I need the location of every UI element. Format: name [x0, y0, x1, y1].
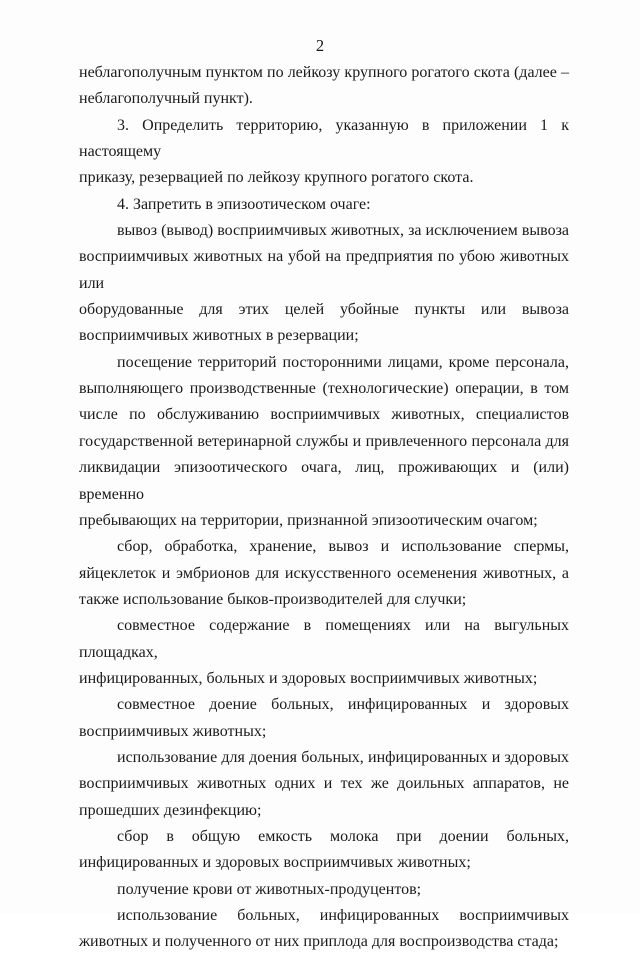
- page-number: 2: [315, 36, 325, 55]
- paragraph-housing-ban-end: инфицированных, больных и здоровых восприимчивых животных;: [79, 669, 538, 687]
- paragraph-export-ban-line: оборудованные для этих целей убойные пункты или вывоза: [79, 301, 569, 319]
- paragraph-equipment-ban: использование для доения больных, инфицированных и здоровых: [117, 748, 569, 766]
- paragraph-equipment-ban-end: прошедших дезинфекцию;: [79, 801, 262, 819]
- paragraph-milk-collection-ban: сбор в общую емкость молока при доении больных,: [117, 827, 569, 845]
- paragraph-milking-ban-end: восприимчивых животных;: [79, 722, 267, 740]
- paragraph-item-4: 4. Запретить в эпизоотическом очаге:: [117, 195, 371, 213]
- paragraph-item-3-end: приказу, резервацией по лейкозу крупного рогатого скота.: [79, 169, 474, 187]
- paragraph-semen-ban-end: также использование быков-производителей для случки;: [79, 590, 467, 608]
- paragraph-continuation: неблагополучным пунктом по лейкозу крупного рогатого скота (далее –: [79, 64, 569, 81]
- paragraph-breeding-ban-end: животных и полученного от них приплода для воспроизводства стада;: [79, 933, 559, 951]
- paragraph-item-3: 3. Определить территорию, указанную в приложении 1 к настоящему: [79, 116, 569, 161]
- paragraph-milk-collection-ban-end: инфицированных и здоровых восприимчивых животных;: [79, 854, 471, 872]
- paragraph-export-ban: вывоз (вывод) восприимчивых животных, за исключением вывоза: [117, 222, 569, 240]
- paragraph-breeding-ban: использование больных, инфицированных восприимчивых: [117, 907, 569, 924]
- paragraph-semen-ban-line: яйцеклеток и эмбрионов для искусственного осеменения животных, а: [79, 564, 569, 582]
- paragraph-visit-ban-line: ликвидации эпизоотического очага, лиц, проживающих и (или) временно: [79, 459, 569, 503]
- paragraph-visit-ban-line: выполняющего производственные (технологические) операции, в том: [79, 380, 569, 398]
- paragraph-export-ban-end: восприимчивых животных в резервации;: [79, 327, 359, 345]
- document-body: [79, 60, 569, 956]
- paragraph-visit-ban-end: пребывающих на территории, признанной эпизоотическим очагом;: [79, 511, 538, 529]
- paragraph-milking-ban: совместное доение больных, инфицированных и здоровых: [117, 696, 569, 714]
- paragraph-housing-ban: совместное содержание в помещениях или на выгульных площадках,: [79, 617, 569, 661]
- paragraph-visit-ban-line: числе по обслуживанию восприимчивых животных, специалистов: [79, 406, 569, 424]
- paragraph-continuation-end: неблагополучный пункт).: [79, 90, 253, 108]
- paragraph-equipment-ban-line: восприимчивых животных одних и тех же доильных аппаратов, не: [79, 775, 569, 793]
- paragraph-semen-ban: сбор, обработка, хранение, вывоз и использование спермы,: [117, 538, 569, 556]
- paragraph-visit-ban-line: государственной ветеринарной службы и привлеченного персонала для: [79, 432, 569, 450]
- paragraph-visit-ban: посещение территорий посторонними лицами, кроме персонала,: [117, 353, 569, 371]
- paragraph-blood-ban: получение крови от животных-продуцентов;: [117, 880, 422, 898]
- paragraph-export-ban-line: восприимчивых животных на убой на предприятия по убою животных или: [79, 248, 569, 292]
